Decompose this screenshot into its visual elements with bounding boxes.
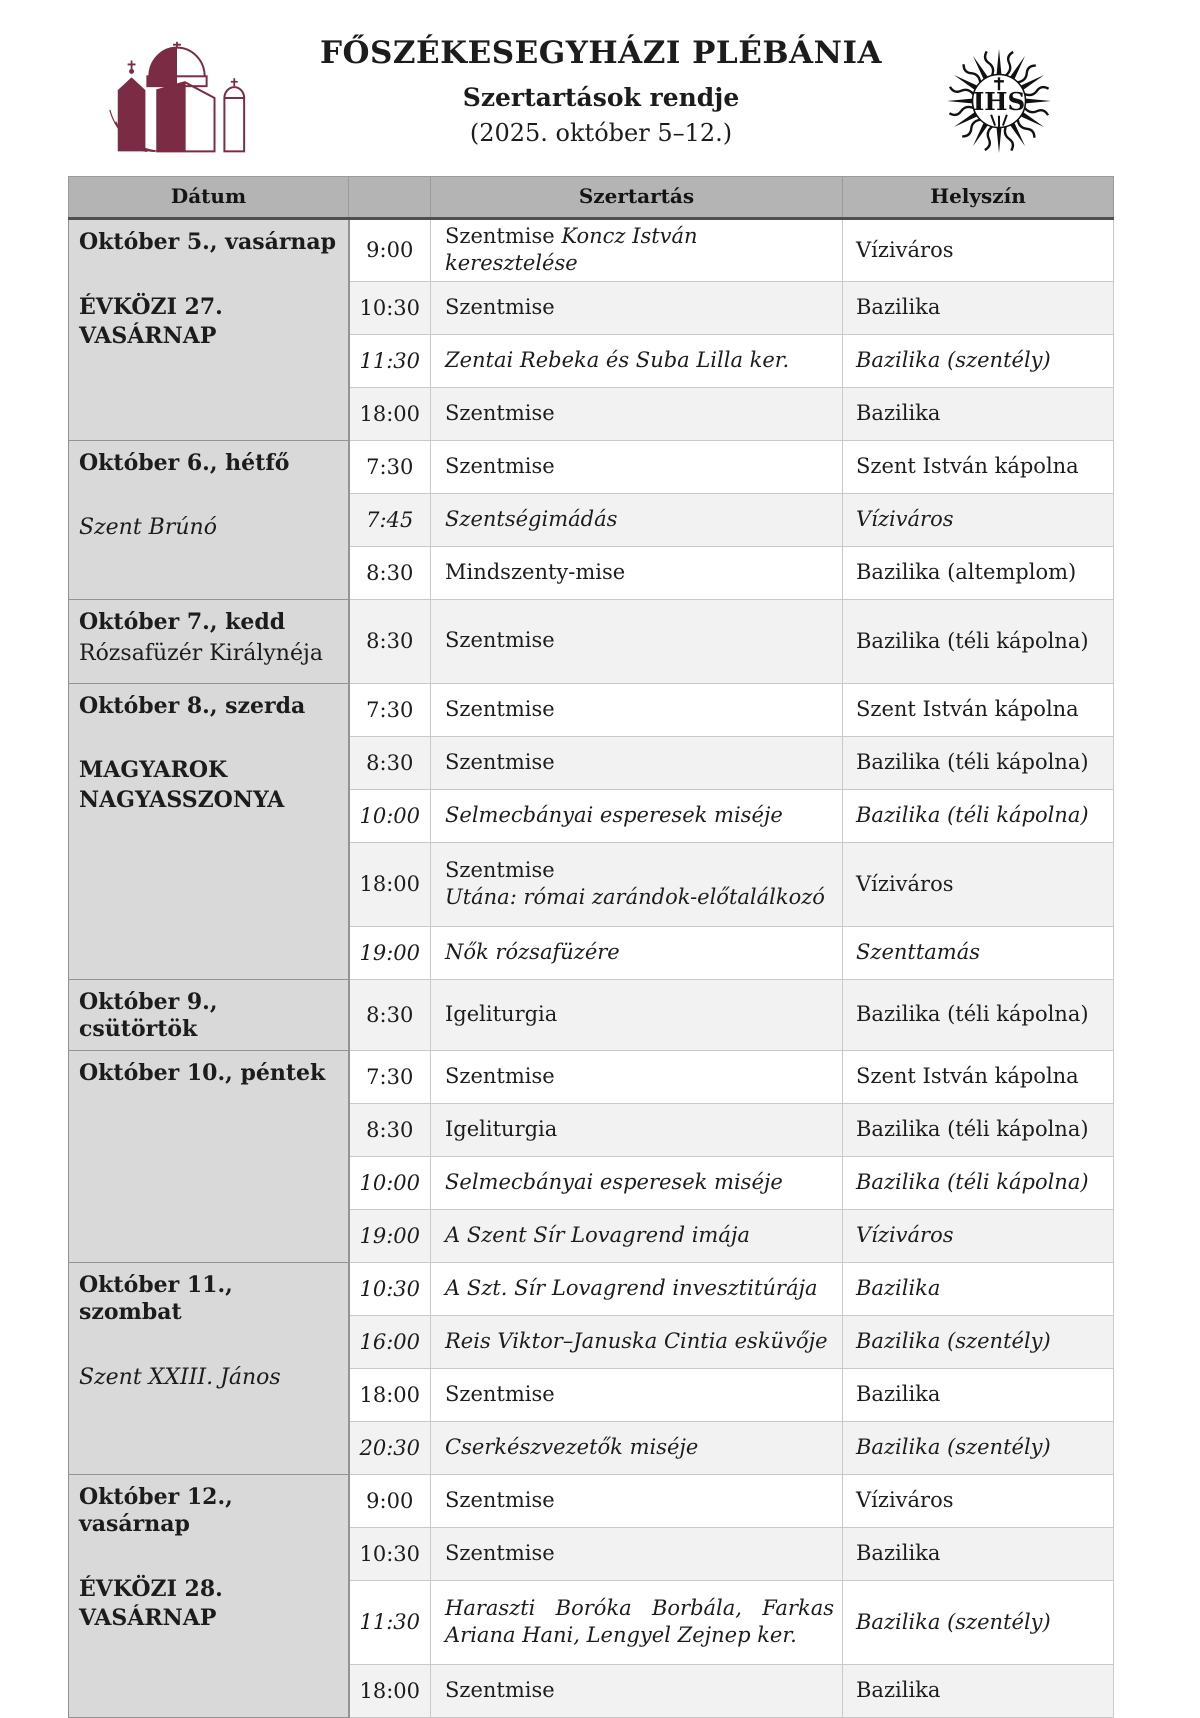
location-cell: Szent István kápolna <box>843 440 1114 493</box>
date-note-line: MAGYAROK <box>79 757 228 784</box>
event-cell: A Szent Sír Lovagrend imája <box>431 1209 843 1262</box>
location-cell: Víziváros <box>843 219 1114 282</box>
location-cell: Bazilika <box>843 1262 1114 1315</box>
location-cell: Bazilika <box>843 1664 1114 1717</box>
event-cell: Cserkészvezetők miséje <box>431 1421 843 1474</box>
time-cell: 10:00 <box>349 789 431 842</box>
date-note <box>79 639 338 669</box>
date-note <box>79 293 338 352</box>
schedule-row <box>69 1262 1114 1315</box>
document-subtitle: Szertartások rendje <box>462 83 740 113</box>
time-cell: 9:00 <box>349 1474 431 1527</box>
time-cell: 9:00 <box>349 219 431 282</box>
schedule-row <box>69 979 1114 1050</box>
event-cell: Szentmise Koncz István keresztelése <box>431 219 843 282</box>
event-cell: Igeliturgia <box>431 979 843 1050</box>
location-cell: Szent István kápolna <box>843 1050 1114 1103</box>
date-title: Október 8., szerda <box>79 692 306 719</box>
date-note <box>79 1575 338 1634</box>
date-cell <box>69 1262 349 1474</box>
schedule-row <box>69 219 1114 282</box>
time-cell: 11:30 <box>349 1580 431 1664</box>
date-cell <box>69 440 349 599</box>
column-header-helyszin: Helyszín <box>843 177 1114 219</box>
date-title: Október 7., kedd <box>79 608 286 635</box>
time-cell: 10:30 <box>349 1262 431 1315</box>
time-cell: 7:30 <box>349 683 431 736</box>
location-cell: Bazilika (téli kápolna) <box>843 789 1114 842</box>
time-cell: 10:30 <box>349 281 431 334</box>
location-cell: Bazilika (téli kápolna) <box>843 599 1114 683</box>
event-cell: Nők rózsafüzére <box>431 926 843 979</box>
date-note-line: Szent Brúnó <box>79 515 217 541</box>
location-cell: Bazilika <box>843 1527 1114 1580</box>
event-cell: Szentmise <box>431 1527 843 1580</box>
location-cell: Bazilika <box>843 387 1114 440</box>
time-cell: 8:30 <box>349 599 431 683</box>
time-cell: 7:30 <box>349 1050 431 1103</box>
document-date-range: (2025. október 5–12.) <box>469 119 733 148</box>
time-cell: 18:00 <box>349 1664 431 1717</box>
event-cell: Szentmise <box>431 1664 843 1717</box>
date-cell <box>69 219 349 441</box>
event-cell: Mindszenty-mise <box>431 546 843 599</box>
time-cell: 11:30 <box>349 334 431 387</box>
event-cell: Szentmise <box>431 736 843 789</box>
date-title: Október 11., szombat <box>79 1271 233 1326</box>
time-cell: 8:30 <box>349 736 431 789</box>
location-cell: Víziváros <box>843 1474 1114 1527</box>
location-cell: Bazilika (téli kápolna) <box>843 1103 1114 1156</box>
date-note-line: NAGYASSZONYA <box>79 786 285 813</box>
location-cell: Bazilika <box>843 1368 1114 1421</box>
event-cell: Szentmise <box>431 1368 843 1421</box>
date-note-line: VASÁRNAP <box>79 1605 217 1632</box>
time-cell: 19:00 <box>349 1209 431 1262</box>
location-cell: Bazilika (téli kápolna) <box>843 1156 1114 1209</box>
time-cell: 7:30 <box>349 440 431 493</box>
event-cell: Szentmise <box>431 281 843 334</box>
parish-basilica-logo <box>98 40 256 160</box>
event-cell: Szentmise <box>431 387 843 440</box>
date-cell <box>69 979 349 1050</box>
time-cell: 20:30 <box>349 1421 431 1474</box>
ihs-emblem <box>945 45 1053 157</box>
event-cell: Szentmise <box>431 1050 843 1103</box>
event-cell: Szentmise <box>431 440 843 493</box>
date-note-line: Szent XXIII. János <box>79 1364 281 1390</box>
time-cell: 8:30 <box>349 1103 431 1156</box>
event-cell: A Szt. Sír Lovagrend invesztitúrája <box>431 1262 843 1315</box>
time-cell: 18:00 <box>349 387 431 440</box>
location-cell: Víziváros <box>843 493 1114 546</box>
time-cell: 8:30 <box>349 979 431 1050</box>
location-cell: Szent István kápolna <box>843 683 1114 736</box>
location-cell: Bazilika (téli kápolna) <box>843 979 1114 1050</box>
event-cell: Igeliturgia <box>431 1103 843 1156</box>
date-cell <box>69 683 349 979</box>
location-cell: Szenttamás <box>843 926 1114 979</box>
location-cell: Bazilika (téli kápolna) <box>843 736 1114 789</box>
schedule-row <box>69 599 1114 683</box>
date-note-line: Rózsafüzér Királynéja <box>79 641 323 667</box>
time-cell: 10:30 <box>349 1527 431 1580</box>
location-cell: Bazilika (szentély) <box>843 1421 1114 1474</box>
column-header-datum: Dátum <box>69 177 349 219</box>
column-header-time <box>349 177 431 219</box>
location-cell: Víziváros <box>843 842 1114 926</box>
page-header <box>0 0 1200 176</box>
document-title: FŐSZÉKESEGYHÁZI PLÉBÁNIA <box>320 35 882 71</box>
date-title: Október 12., vasárnap <box>79 1483 233 1538</box>
event-cell: Zentai Rebeka és Suba Lilla ker. <box>431 334 843 387</box>
time-cell: 18:00 <box>349 1368 431 1421</box>
schedule-row <box>69 440 1114 493</box>
event-cell: Haraszti Boróka Borbála, Farkas Ariana Hani, Lengyel Zejnep ker. <box>431 1580 843 1664</box>
schedule-table <box>68 176 1114 1718</box>
time-cell: 19:00 <box>349 926 431 979</box>
event-cell: Szentmise <box>431 683 843 736</box>
time-cell: 16:00 <box>349 1315 431 1368</box>
location-cell: Bazilika (szentély) <box>843 334 1114 387</box>
time-cell: 10:00 <box>349 1156 431 1209</box>
schedule-row <box>69 1050 1114 1103</box>
date-title: Október 9., csütörtök <box>79 988 218 1043</box>
table-header-row <box>69 177 1114 219</box>
event-cell: Szentmise <box>431 1474 843 1527</box>
location-cell: Bazilika <box>843 281 1114 334</box>
date-title: Október 10., péntek <box>79 1059 326 1086</box>
time-cell: 18:00 <box>349 842 431 926</box>
location-cell: Bazilika (altemplom) <box>843 546 1114 599</box>
date-note-line: VASÁRNAP <box>79 323 217 350</box>
event-cell: Selmecbányai esperesek miséje <box>431 789 843 842</box>
schedule-row <box>69 1474 1114 1527</box>
date-note <box>79 513 338 543</box>
location-cell: Bazilika (szentély) <box>843 1315 1114 1368</box>
event-cell: Szentmise Utána: római zarándok-előtalálkozó <box>431 842 843 926</box>
event-cell: Reis Viktor–Januska Cintia esküvője <box>431 1315 843 1368</box>
location-cell: Bazilika (szentély) <box>843 1580 1114 1664</box>
date-note-line: ÉVKÖZI 27. <box>79 293 223 320</box>
date-cell <box>69 1474 349 1717</box>
date-note-line: ÉVKÖZI 28. <box>79 1575 223 1602</box>
location-cell: Víziváros <box>843 1209 1114 1262</box>
date-title: Október 5., vasárnap <box>79 229 337 255</box>
date-cell <box>69 1050 349 1262</box>
event-cell: Szentmise <box>431 599 843 683</box>
schedule-row <box>69 683 1114 736</box>
date-cell <box>69 599 349 683</box>
date-note <box>79 1363 338 1393</box>
time-cell: 8:30 <box>349 546 431 599</box>
svg-text:IHS: IHS <box>972 86 1026 116</box>
title-block <box>255 36 947 147</box>
event-cell: Selmecbányai esperesek miséje <box>431 1156 843 1209</box>
date-title: Október 6., hétfő <box>79 449 290 476</box>
date-note <box>79 756 338 815</box>
time-cell: 7:45 <box>349 493 431 546</box>
event-cell: Szentségimádás <box>431 493 843 546</box>
column-header-szertartas: Szertartás <box>431 177 843 219</box>
